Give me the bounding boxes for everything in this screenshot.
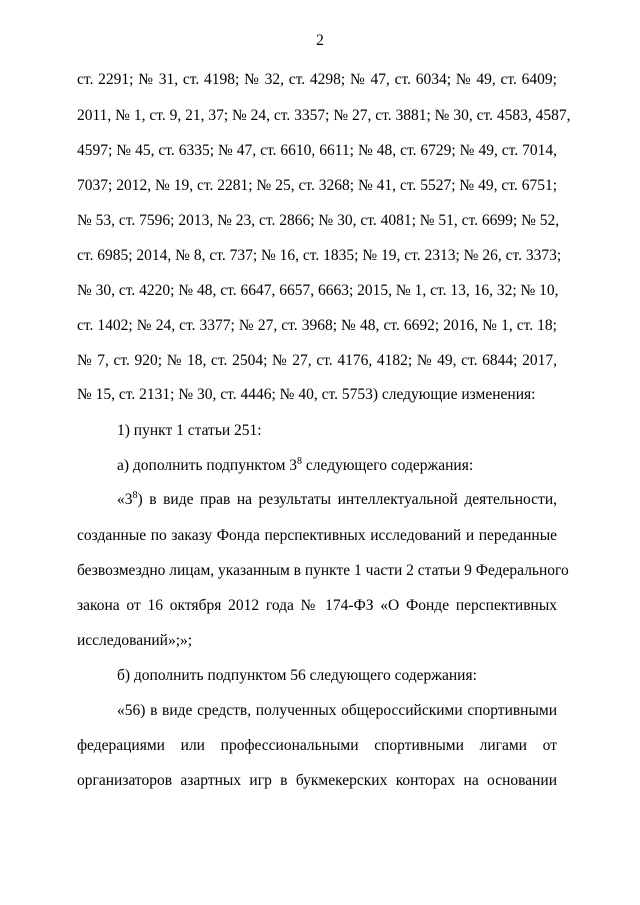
text-line: закона от 16 октября 2012 года № 174-ФЗ «О Фонде перспективных: [77, 597, 557, 614]
text-line: № 53, ст. 7596; 2013, № 23, ст. 2866; № 30, ст. 4081; № 51, ст. 6699; № 52,: [77, 212, 560, 229]
quote-a-first-line: [117, 490, 557, 510]
quote-a-text: ) в виде прав на результаты интеллектуальной деятельности,: [137, 491, 557, 508]
item-b: б) дополнить подпунктом 56 следующего содержания:: [117, 667, 477, 684]
text-line: № 15, ст. 2131; № 30, ст. 4446; № 40, ст. 5753) следующие изменения:: [77, 386, 536, 403]
text-line: исследований»;»;: [77, 632, 193, 649]
text-line: ст. 1402; № 24, ст. 3377; № 27, ст. 3968; № 48, ст. 6692; 2016, № 1, ст. 18;: [77, 317, 557, 334]
text-line: созданные по заказу Фонда перспективных исследований и переданные: [77, 527, 557, 544]
text-line: федерациями или профессиональными спортивными лигами от: [77, 737, 557, 754]
text-line: № 7, ст. 920; № 18, ст. 2504; № 27, ст. 4176, 4182; № 49, ст. 6844; 2017,: [77, 352, 557, 369]
item-a-text: а) дополнить подпунктом 3: [117, 457, 298, 474]
page-number: 2: [316, 32, 324, 49]
text-line: 2011, № 1, ст. 9, 21, 37; № 24, ст. 3357; № 27, ст. 3881; № 30, ст. 4583, 4587,: [77, 107, 571, 124]
text-line: № 30, ст. 4220; № 48, ст. 6647, 6657, 6663; 2015, № 1, ст. 13, 16, 32; № 10,: [77, 282, 559, 299]
item-a-superscript: 8: [297, 456, 303, 467]
text-line: ст. 6985; 2014, № 8, ст. 737; № 16, ст. 1835; № 19, ст. 2313; № 26, ст. 3373;: [77, 247, 562, 264]
text-line: 7037; 2012, № 19, ст. 2281; № 25, ст. 3268; № 41, ст. 5527; № 49, ст. 6751;: [77, 177, 557, 194]
text-line: ст. 2291; № 31, ст. 4198; № 32, ст. 4298; № 47, ст. 6034; № 49, ст. 6409;: [77, 71, 557, 88]
quote-a-open: «3: [117, 491, 133, 508]
text-line: безвозмездно лицам, указанным в пункте 1 части 2 статьи 9 Федерального: [77, 562, 569, 579]
item-1: 1) пункт 1 статьи 251:: [117, 422, 262, 439]
text-line: организаторов азартных игр в букмекерских конторах на основании: [77, 772, 557, 789]
quote-b-first-line: «56) в виде средств, полученных общероссийскими спортивными: [117, 702, 557, 719]
item-a-text-end: следующего содержания:: [302, 457, 474, 474]
item-a: [117, 456, 557, 476]
quote-a-superscript: 8: [132, 490, 138, 501]
text-line: 4597; № 45, ст. 6335; № 47, ст. 6610, 6611; № 48, ст. 6729; № 49, ст. 7014,: [77, 142, 557, 159]
